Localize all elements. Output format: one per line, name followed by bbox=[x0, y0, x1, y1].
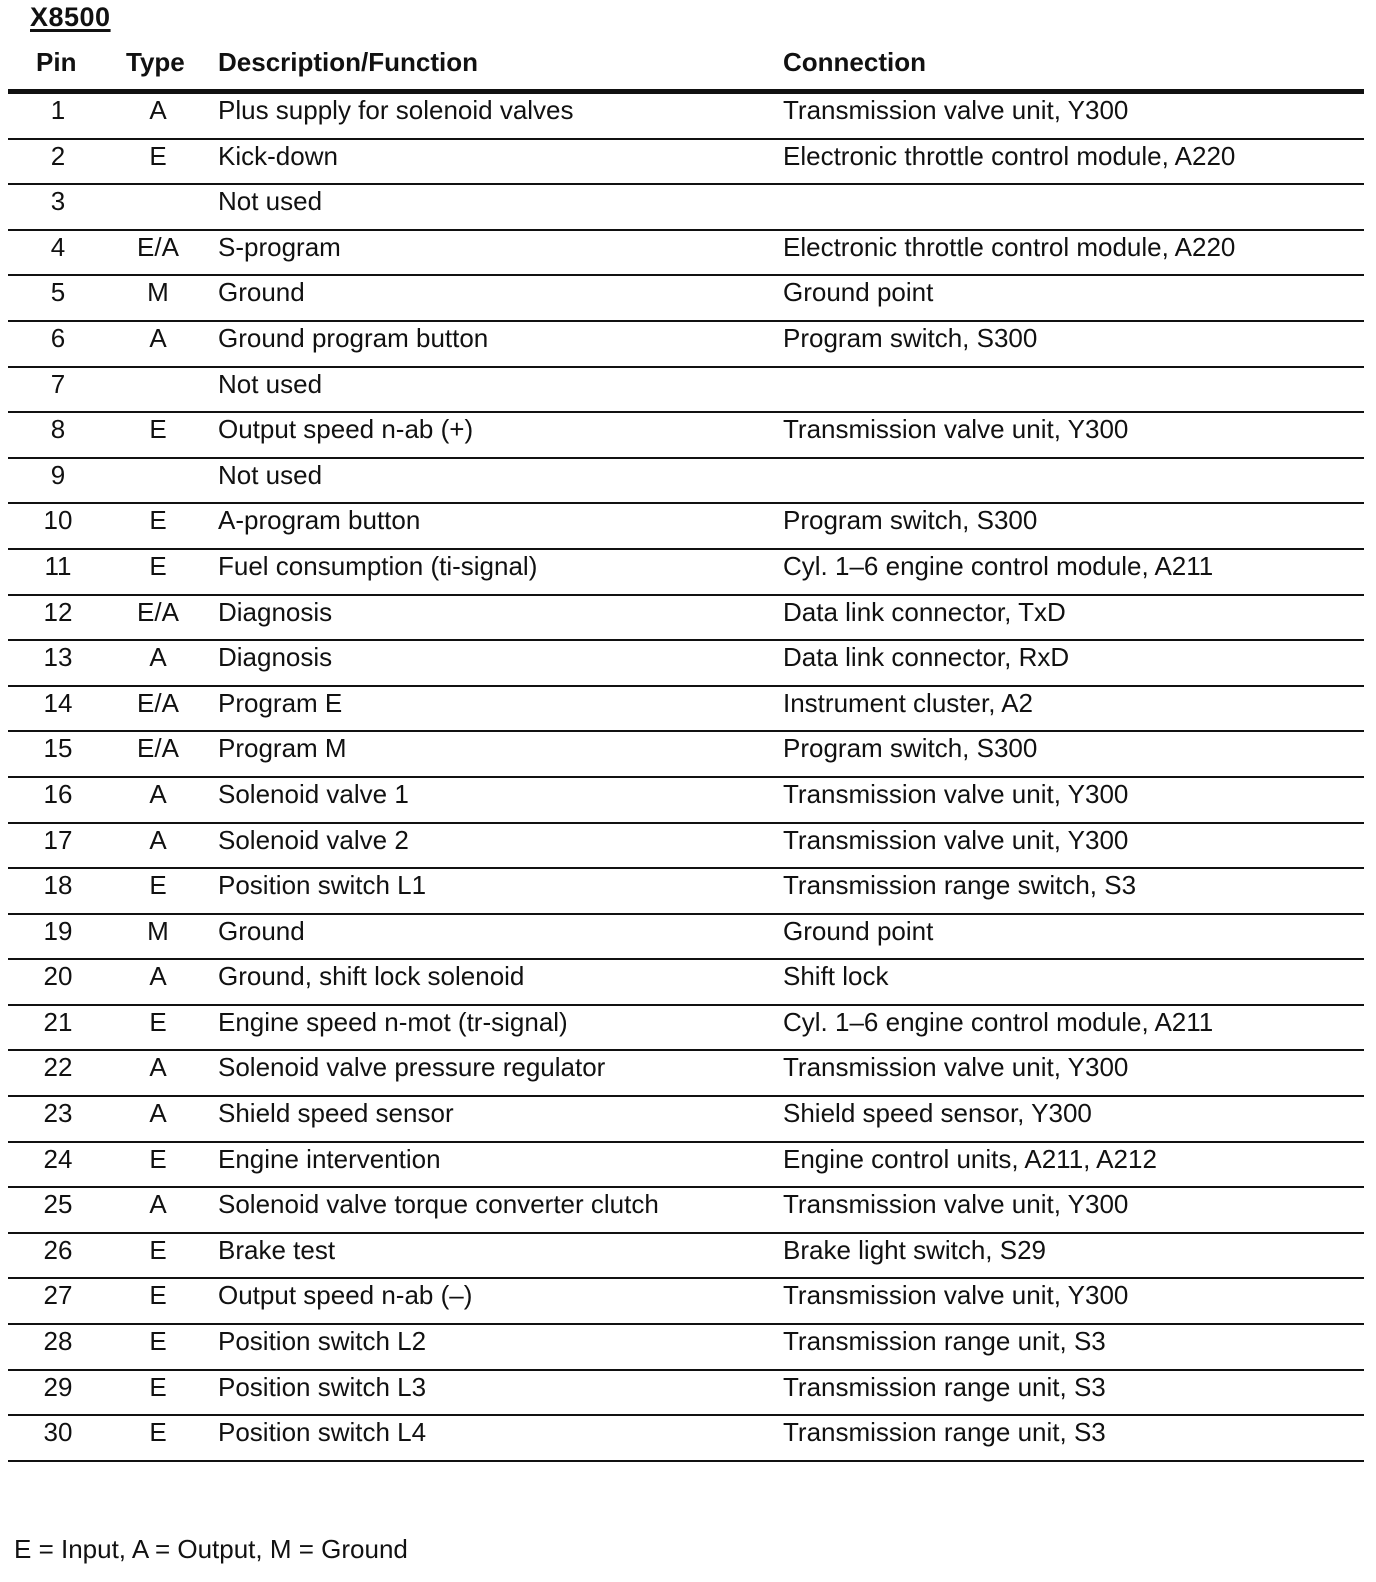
pin-cell: 3 bbox=[50, 186, 66, 217]
pin-cell: 7 bbox=[50, 368, 66, 399]
description-cell: Diagnosis bbox=[218, 642, 333, 673]
table-row bbox=[8, 322, 1364, 368]
description-cell: Ground bbox=[218, 915, 305, 946]
pin-cell: 6 bbox=[50, 322, 66, 353]
type-cell: E bbox=[149, 1006, 167, 1037]
description-cell: Kick-down bbox=[218, 140, 338, 171]
pin-cell: 4 bbox=[50, 231, 66, 262]
table-row bbox=[8, 413, 1364, 459]
description-cell: Position switch L4 bbox=[218, 1417, 427, 1448]
column-header-type: Type bbox=[126, 47, 185, 77]
description-cell: Diagnosis bbox=[218, 596, 333, 627]
pin-cell: 19 bbox=[43, 915, 73, 946]
pin-cell: 9 bbox=[50, 459, 66, 490]
connection-cell: Cyl. 1–6 engine control module, A211 bbox=[783, 1006, 1214, 1037]
description-cell: Solenoid valve torque converter clutch bbox=[218, 1189, 659, 1220]
pin-cell: 30 bbox=[43, 1417, 73, 1448]
pin-cell: 21 bbox=[43, 1006, 73, 1037]
pin-cell: 27 bbox=[43, 1280, 73, 1311]
description-cell: Engine intervention bbox=[218, 1143, 441, 1174]
type-cell: E bbox=[149, 1280, 167, 1311]
description-cell: Position switch L2 bbox=[218, 1326, 427, 1357]
pin-cell: 10 bbox=[43, 505, 73, 536]
pin-cell: 15 bbox=[43, 733, 73, 764]
pin-cell: 24 bbox=[43, 1143, 73, 1174]
description-cell: Not used bbox=[218, 459, 323, 490]
type-cell: E/A bbox=[137, 687, 179, 718]
table-row bbox=[8, 231, 1364, 277]
table-row bbox=[8, 368, 1364, 414]
table-row bbox=[8, 504, 1364, 550]
description-cell: Plus supply for solenoid valves bbox=[218, 95, 574, 125]
table-row bbox=[8, 1325, 1364, 1371]
connection-cell: Instrument cluster, A2 bbox=[783, 687, 1034, 718]
pin-cell: 16 bbox=[43, 778, 73, 809]
type-cell: A bbox=[149, 95, 167, 125]
pin-cell: 18 bbox=[43, 870, 73, 901]
table-row bbox=[8, 1097, 1364, 1143]
type-cell: E bbox=[149, 1234, 167, 1265]
pin-table-body bbox=[8, 94, 1364, 1462]
connection-cell: Transmission range switch, S3 bbox=[783, 870, 1137, 901]
connection-cell: Program switch, S300 bbox=[783, 322, 1038, 353]
connection-cell: Program switch, S300 bbox=[783, 733, 1038, 764]
pin-cell: 26 bbox=[43, 1234, 73, 1265]
pin-cell: 13 bbox=[43, 642, 73, 673]
connection-cell: Transmission valve unit, Y300 bbox=[783, 95, 1129, 125]
connection-cell: Transmission range unit, S3 bbox=[783, 1371, 1106, 1402]
table-row bbox=[8, 1188, 1364, 1234]
pin-cell: 11 bbox=[44, 550, 72, 581]
connection-cell: Transmission valve unit, Y300 bbox=[783, 1052, 1129, 1083]
description-cell: Brake test bbox=[218, 1234, 336, 1265]
description-cell: Position switch L3 bbox=[218, 1371, 427, 1402]
connection-cell: Transmission valve unit, Y300 bbox=[783, 1189, 1129, 1220]
connection-cell: Shield speed sensor, Y300 bbox=[783, 1098, 1092, 1129]
connection-cell: Engine control units, A211, A212 bbox=[783, 1143, 1157, 1174]
table-row bbox=[8, 687, 1364, 733]
column-header-connection: Connection bbox=[783, 47, 926, 77]
pin-cell: 8 bbox=[50, 414, 66, 445]
connector-title: X8500 bbox=[30, 2, 111, 32]
table-row bbox=[8, 459, 1364, 505]
connection-cell: Transmission valve unit, Y300 bbox=[783, 414, 1129, 445]
table-row bbox=[8, 1051, 1364, 1097]
pin-cell: 12 bbox=[43, 596, 73, 627]
table-row bbox=[8, 778, 1364, 824]
table-row bbox=[8, 641, 1364, 687]
table-row bbox=[8, 824, 1364, 870]
table-row bbox=[8, 140, 1364, 186]
type-cell: E bbox=[149, 1143, 167, 1174]
connection-cell: Shift lock bbox=[783, 961, 889, 992]
connection-cell: Program switch, S300 bbox=[783, 505, 1038, 536]
table-row bbox=[8, 94, 1364, 140]
pin-cell: 28 bbox=[43, 1326, 73, 1357]
type-cell: E bbox=[149, 1371, 167, 1402]
type-cell: E bbox=[149, 1417, 167, 1448]
type-cell: A bbox=[149, 778, 167, 809]
description-cell: Output speed n-ab (–) bbox=[218, 1280, 473, 1311]
table-row bbox=[8, 550, 1364, 596]
connection-cell: Data link connector, RxD bbox=[783, 642, 1070, 673]
table-row bbox=[8, 596, 1364, 642]
pin-cell: 29 bbox=[43, 1371, 73, 1402]
connection-cell: Electronic throttle control module, A220 bbox=[783, 140, 1236, 171]
type-cell: E bbox=[149, 550, 167, 581]
type-cell: A bbox=[149, 961, 167, 992]
type-cell: E bbox=[149, 505, 167, 536]
type-legend: E = Input, A = Output, M = Ground bbox=[14, 1534, 408, 1564]
description-cell: Engine speed n-mot (tr-signal) bbox=[218, 1006, 568, 1037]
type-cell: E bbox=[149, 414, 167, 445]
type-cell: A bbox=[149, 322, 167, 353]
pin-cell: 23 bbox=[43, 1098, 73, 1129]
type-cell: E bbox=[149, 1326, 167, 1357]
type-cell: A bbox=[149, 642, 167, 673]
connection-cell: Electronic throttle control module, A220 bbox=[783, 231, 1236, 262]
connection-cell: Brake light switch, S29 bbox=[783, 1234, 1047, 1265]
description-cell: S-program bbox=[218, 231, 341, 262]
connection-cell: Transmission valve unit, Y300 bbox=[783, 778, 1129, 809]
description-cell: Ground bbox=[218, 277, 305, 308]
pin-cell: 25 bbox=[43, 1189, 73, 1220]
description-cell: Position switch L1 bbox=[218, 870, 427, 901]
description-cell: Solenoid valve 2 bbox=[218, 824, 409, 855]
table-row bbox=[8, 276, 1364, 322]
pin-cell: 1 bbox=[50, 95, 66, 125]
description-cell: Program E bbox=[218, 687, 343, 718]
connection-cell: Cyl. 1–6 engine control module, A211 bbox=[783, 550, 1214, 581]
column-header-pin: Pin bbox=[36, 47, 77, 77]
description-cell: Not used bbox=[218, 186, 323, 217]
connection-cell: Ground point bbox=[783, 277, 934, 308]
description-cell: Output speed n-ab (+) bbox=[218, 414, 474, 445]
description-cell: Solenoid valve 1 bbox=[218, 778, 409, 809]
connection-cell: Transmission range unit, S3 bbox=[783, 1326, 1106, 1357]
table-row bbox=[8, 1006, 1364, 1052]
type-cell: E/A bbox=[137, 596, 179, 627]
type-cell: E/A bbox=[137, 231, 179, 262]
table-row bbox=[8, 185, 1364, 231]
description-cell: Solenoid valve pressure regulator bbox=[218, 1052, 606, 1083]
pin-cell: 5 bbox=[50, 277, 66, 308]
description-cell: Program M bbox=[218, 733, 347, 764]
table-row bbox=[8, 1234, 1364, 1280]
type-cell: E/A bbox=[137, 733, 179, 764]
table-row bbox=[8, 915, 1364, 961]
type-cell: M bbox=[147, 277, 169, 308]
description-cell: Ground program button bbox=[218, 322, 489, 353]
table-row bbox=[8, 869, 1364, 915]
pin-cell: 2 bbox=[50, 140, 66, 171]
table-row bbox=[8, 1416, 1364, 1462]
type-cell: A bbox=[149, 1052, 167, 1083]
table-row bbox=[8, 960, 1364, 1006]
pin-cell: 17 bbox=[43, 824, 73, 855]
type-cell: A bbox=[149, 824, 167, 855]
table-row bbox=[8, 1143, 1364, 1189]
connection-cell: Transmission range unit, S3 bbox=[783, 1417, 1106, 1448]
type-cell: E bbox=[149, 870, 167, 901]
description-cell: Not used bbox=[218, 368, 323, 399]
connection-cell: Data link connector, TxD bbox=[783, 596, 1066, 627]
type-cell: A bbox=[149, 1098, 167, 1129]
connection-cell: Transmission valve unit, Y300 bbox=[783, 824, 1129, 855]
description-cell: Fuel consumption (ti-signal) bbox=[218, 550, 538, 581]
description-cell: Ground, shift lock solenoid bbox=[218, 961, 525, 992]
pin-cell: 22 bbox=[43, 1052, 73, 1083]
description-cell: A-program button bbox=[218, 505, 421, 536]
type-cell: M bbox=[147, 915, 169, 946]
table-row bbox=[8, 1279, 1364, 1325]
description-cell: Shield speed sensor bbox=[218, 1098, 454, 1129]
pin-cell: 20 bbox=[43, 961, 73, 992]
connection-cell: Ground point bbox=[783, 915, 934, 946]
column-header-description: Description/Function bbox=[218, 47, 478, 77]
pin-cell: 14 bbox=[43, 687, 73, 718]
type-cell: A bbox=[149, 1189, 167, 1220]
type-cell: E bbox=[149, 140, 167, 171]
table-row bbox=[8, 732, 1364, 778]
connection-cell: Transmission valve unit, Y300 bbox=[783, 1280, 1129, 1311]
table-row bbox=[8, 1371, 1364, 1417]
